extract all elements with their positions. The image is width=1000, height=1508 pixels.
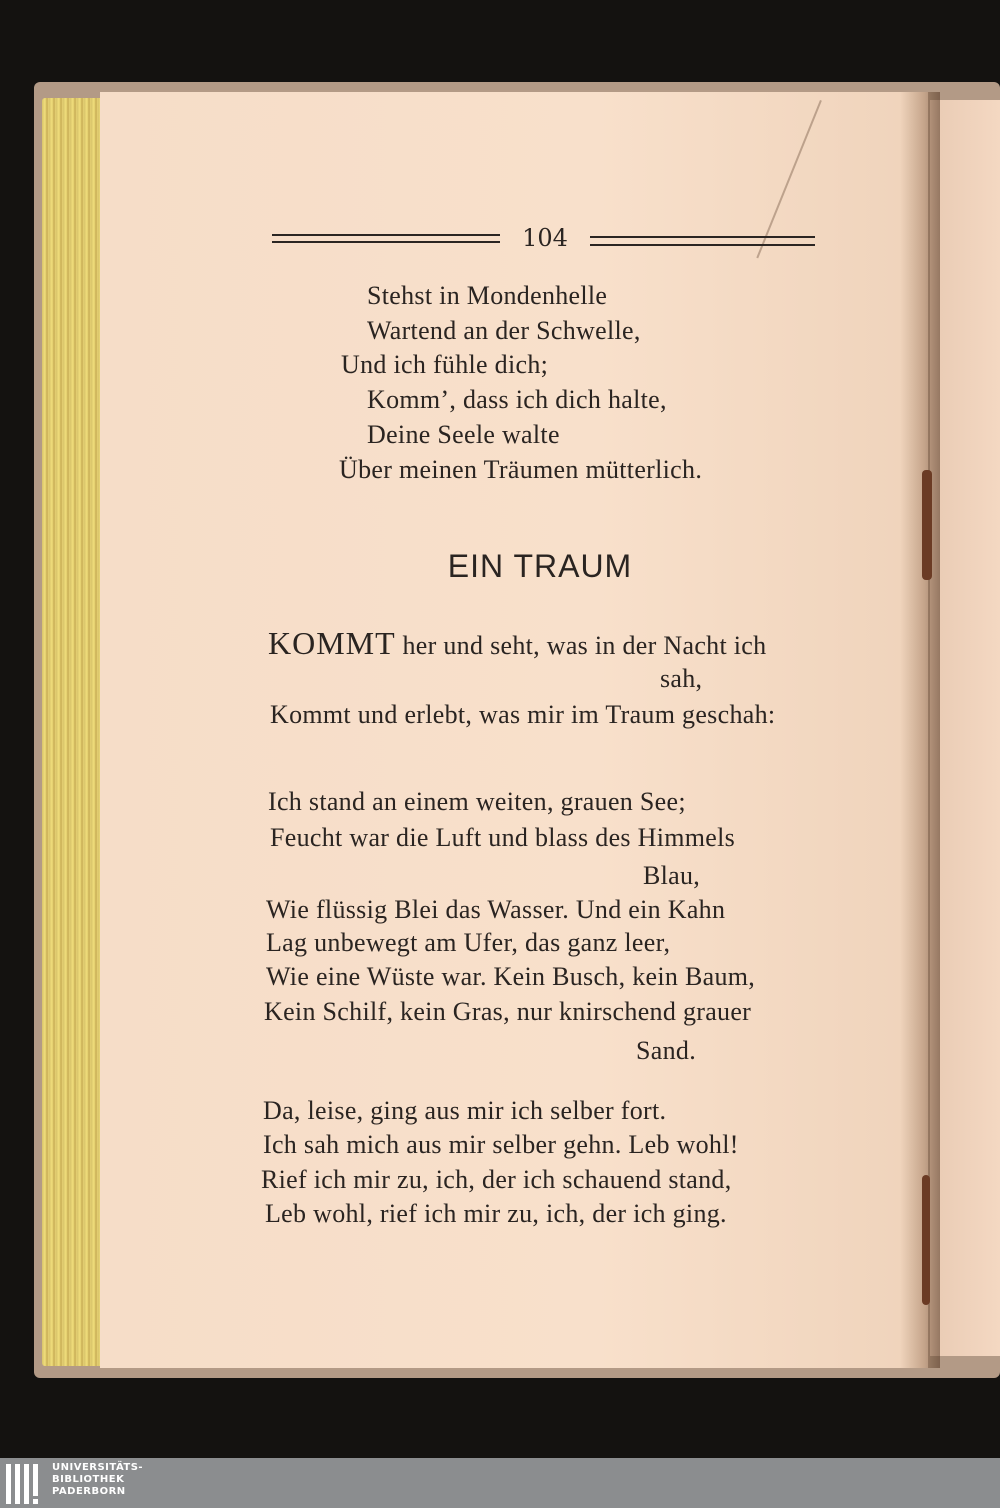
header-rule-right — [590, 236, 815, 238]
poem-line-wrap: sah, — [660, 664, 703, 693]
library-name-line: UNIVERSITÄTS- — [52, 1462, 144, 1473]
poem-line-wrap: Sand. — [636, 1036, 696, 1065]
poem-line: Rief ich mir zu, ich, der ich schauend stand, — [261, 1165, 732, 1194]
poem-line: Stehst in Mondenhelle — [367, 281, 608, 310]
poem-line: Wie eine Wüste war. Kein Busch, kein Baum, — [266, 962, 756, 991]
library-logo-icon — [6, 1464, 44, 1504]
poem-line: Leb wohl, rief ich mir zu, ich, der ich ging. — [265, 1199, 727, 1228]
header-rule-right — [590, 244, 815, 246]
header-rule-left — [272, 241, 500, 243]
poem-line: Wie flüssig Blei das Wasser. Und ein Kahn — [266, 895, 726, 924]
poem-line: Deine Seele walte — [367, 420, 560, 449]
poem-line-wrap: Blau, — [643, 861, 701, 890]
drop-cap-word: KOMMT — [268, 625, 396, 661]
right-page-edge — [930, 100, 1000, 1356]
library-name-line: BIBLIOTHEK — [52, 1474, 125, 1485]
poem-line: Feucht war die Luft und blass des Himmels — [270, 823, 736, 852]
poem-line: Komm’, dass ich dich halte, — [367, 385, 667, 414]
poem-line: Über meinen Träumen mütterlich. — [339, 455, 703, 484]
binding-stitch — [922, 470, 932, 580]
poem-line — [268, 625, 766, 662]
header-rule-left — [272, 234, 500, 236]
page-number: 104 — [522, 224, 568, 252]
poem-line-rest: her und seht, was in der Nacht ich — [395, 631, 767, 660]
book-gutter — [900, 92, 940, 1368]
poem-line: Ich stand an einem weiten, grauen See; — [268, 787, 686, 816]
poem-line: Kein Schilf, kein Gras, nur knirschend grauer — [264, 997, 752, 1026]
poem-line: Da, leise, ging aus mir ich selber fort. — [263, 1096, 667, 1125]
library-footer — [0, 1458, 1000, 1508]
binding-stitch — [922, 1175, 930, 1305]
library-name-line: PADERBORN — [52, 1486, 126, 1497]
poem-line: Lag unbewegt am Ufer, das ganz leer, — [266, 928, 671, 957]
poem-line: Und ich fühle dich; — [341, 350, 549, 379]
poem-title: EIN TRAUM — [447, 548, 633, 584]
poem-line: Ich sah mich aus mir selber gehn. Leb wohl! — [263, 1130, 739, 1159]
poem-line: Kommt und erlebt, was mir im Traum geschah: — [270, 700, 776, 729]
poem-line: Wartend an der Schwelle, — [367, 316, 641, 345]
